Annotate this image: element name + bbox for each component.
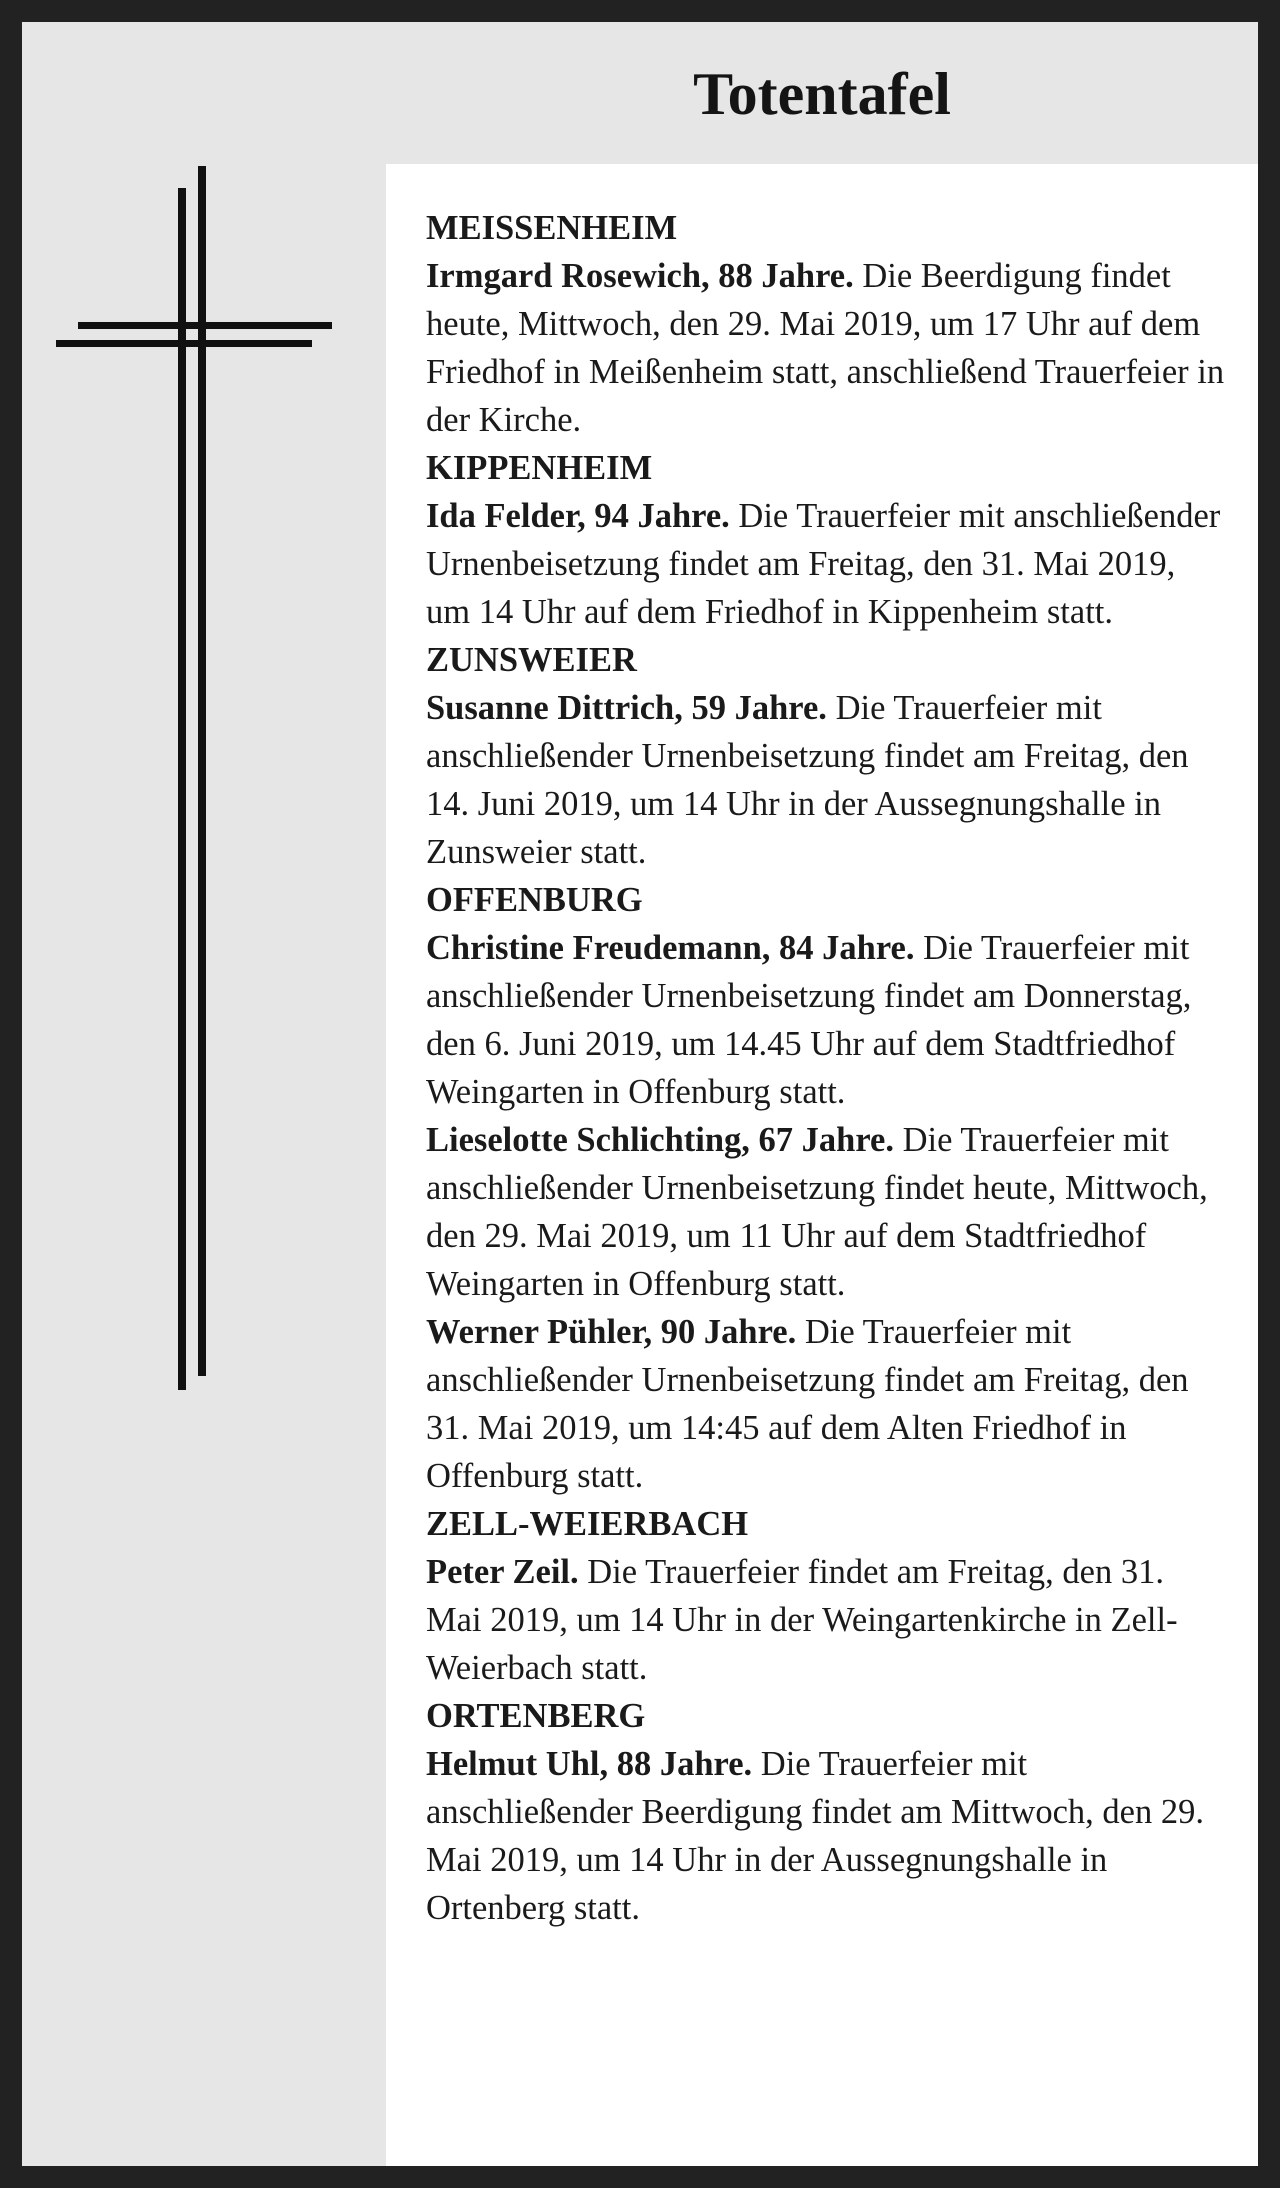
obituary-entry xyxy=(426,1116,1226,1308)
page-title: Totentafel xyxy=(693,61,951,127)
section-ortenberg xyxy=(426,1692,1226,1932)
deceased-name: Susanne Dittrich, 59 Jahre. xyxy=(426,689,827,727)
obituary-entry xyxy=(426,1308,1226,1500)
town-heading: MEISSENHEIM xyxy=(426,209,678,247)
section-zell-weierbach xyxy=(426,1500,1226,1692)
entry-text: Die Trauerfeier mit anschließender Urnenbeisetzung findet am Donnerstag, den 6. Juni 2019, um 14.45 Uhr auf dem Stadtfriedhof Weingarten in Offenburg statt. xyxy=(426,929,1192,1111)
entry-text: Die Trauerfeier mit anschließender Urnenbeisetzung findet am Freitag, den 14. Juni 2019, um 14 Uhr in der Aussegnungshalle in Zunsweier statt. xyxy=(426,689,1189,871)
section-zunsweier xyxy=(426,636,1226,876)
deceased-name: Christine Freudemann, 84 Jahre. xyxy=(426,929,915,967)
section-kippenheim xyxy=(426,444,1226,636)
entry-text: Die Trauerfeier mit anschließender Urnenbeisetzung findet heute, Mittwoch, den 29. Mai 2019, um 11 Uhr auf dem Stadtfriedhof Weingarten in Offenburg statt. xyxy=(426,1121,1208,1303)
obituary-entry xyxy=(426,684,1226,876)
deceased-name: Ida Felder, 94 Jahre. xyxy=(426,497,730,535)
obituary-entry xyxy=(426,924,1226,1116)
town-heading: ZELL-WEIERBACH xyxy=(426,1505,749,1543)
obituary-entry xyxy=(426,492,1226,636)
deceased-name: Helmut Uhl, 88 Jahre. xyxy=(426,1745,753,1783)
section-offenburg xyxy=(426,876,1226,1500)
deceased-name: Werner Pühler, 90 Jahre. xyxy=(426,1313,797,1351)
entry-text: Die Trauerfeier mit anschließender Urnenbeisetzung findet am Freitag, den 31. Mai 2019, um 14 Uhr auf dem Friedhof in Kippenheim statt. xyxy=(426,497,1221,631)
entry-text: Die Trauerfeier mit anschließender Beerdigung findet am Mittwoch, den 29. Mai 2019, um 14 Uhr in der Aussegnungshalle in Ortenberg statt. xyxy=(426,1745,1204,1927)
town-heading: ORTENBERG xyxy=(426,1697,646,1735)
obituary-entry xyxy=(426,252,1226,444)
entry-text: Die Beerdigung findet heute, Mittwoch, den 29. Mai 2019, um 17 Uhr auf dem Friedhof in Meißenheim statt, anschließend Trauerfeier in der Kirche. xyxy=(426,257,1225,439)
section-meissenheim xyxy=(426,204,1226,444)
entry-text: Die Trauerfeier mit anschließender Urnenbeisetzung findet am Freitag, den 31. Mai 2019, um 14:45 auf dem Alten Friedhof in Offenburg statt. xyxy=(426,1313,1189,1495)
double-cross-icon xyxy=(48,160,348,1390)
town-heading: ZUNSWEIER xyxy=(426,641,637,679)
obituary-entry xyxy=(426,1548,1226,1692)
deceased-name: Irmgard Rosewich, 88 Jahre. xyxy=(426,257,854,295)
town-heading: KIPPENHEIM xyxy=(426,449,653,487)
deceased-name: Peter Zeil. xyxy=(426,1553,579,1591)
obituary-entry xyxy=(426,1740,1226,1932)
deceased-name: Lieselotte Schlichting, 67 Jahre. xyxy=(426,1121,894,1159)
entry-text: Die Trauerfeier findet am Freitag, den 31. Mai 2019, um 14 Uhr in der Weingartenkirche in Zell-Weierbach statt. xyxy=(426,1553,1178,1687)
town-heading: OFFENBURG xyxy=(426,881,643,919)
obituary-list xyxy=(426,204,1226,1932)
